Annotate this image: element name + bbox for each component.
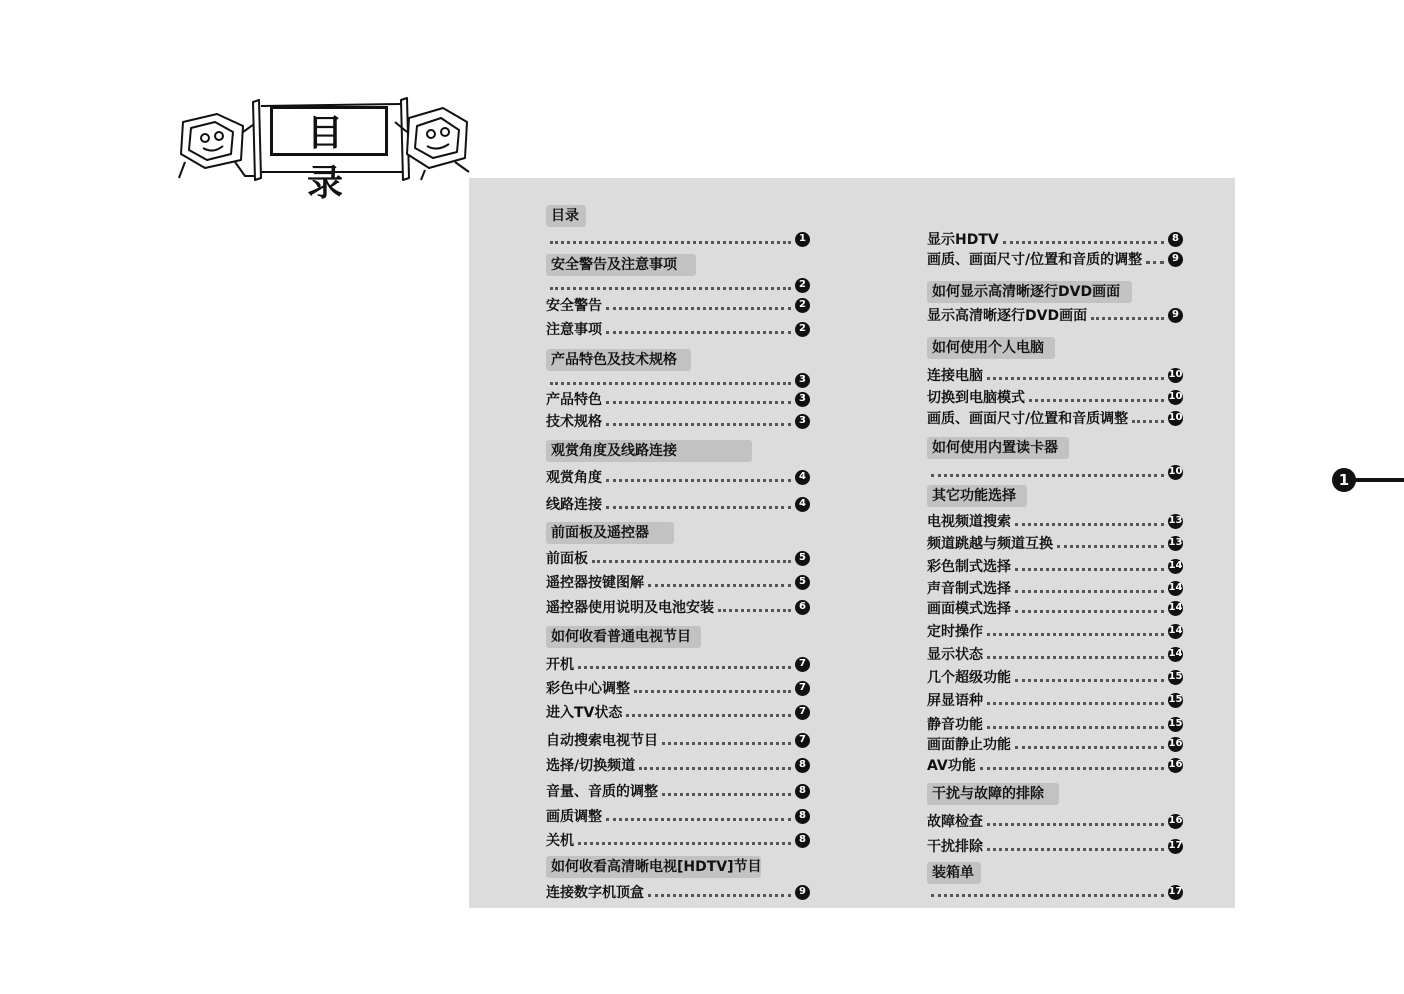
toc-entry[interactable] bbox=[927, 836, 1183, 856]
dot-leader bbox=[718, 609, 791, 612]
toc-entry-page-number: 14 bbox=[1168, 601, 1183, 616]
dot-leader bbox=[606, 331, 791, 334]
dot-leader bbox=[1132, 420, 1164, 423]
toc-entry[interactable] bbox=[927, 533, 1183, 553]
dot-leader bbox=[1003, 241, 1164, 244]
dot-leader bbox=[639, 767, 791, 770]
toc-entry-label: 线路连接 bbox=[546, 497, 602, 513]
toc-section-heading[interactable]: 干扰与故障的排除 bbox=[927, 783, 1059, 805]
toc-entry-page-number: 7 bbox=[795, 705, 810, 720]
toc-entry-page-number: 5 bbox=[795, 551, 810, 566]
dot-leader bbox=[606, 818, 791, 821]
toc-entry-label: 选择/切换频道 bbox=[546, 758, 636, 774]
toc-entry-label: 故障检查 bbox=[927, 814, 983, 830]
toc-section-heading[interactable]: 如何显示高清晰逐行DVD画面 bbox=[927, 281, 1132, 303]
toc-entry-page-number: 7 bbox=[795, 733, 810, 748]
toc-entry[interactable] bbox=[546, 494, 810, 514]
toc-section-heading[interactable]: 其它功能选择 bbox=[927, 485, 1027, 507]
toc-entry-page-number: 1 bbox=[795, 232, 810, 247]
dot-leader bbox=[931, 894, 1164, 897]
dot-leader bbox=[987, 633, 1164, 636]
toc-entry-label: 关机 bbox=[546, 833, 574, 849]
toc-entry[interactable] bbox=[927, 408, 1183, 428]
toc-entry-label: 画质、画面尺寸/位置和音质调整 bbox=[927, 411, 1129, 427]
toc-entry[interactable] bbox=[546, 548, 810, 568]
toc-entry[interactable] bbox=[927, 755, 1183, 775]
page-number: 1 bbox=[1332, 468, 1356, 492]
dot-leader bbox=[578, 666, 791, 669]
toc-entry[interactable] bbox=[546, 389, 810, 409]
toc-entry-label: 电视频道搜索 bbox=[927, 514, 1011, 530]
toc-entry-page-number: 2 bbox=[795, 322, 810, 337]
toc-entry[interactable] bbox=[546, 755, 810, 775]
toc-entry[interactable] bbox=[546, 572, 810, 592]
dot-leader bbox=[1146, 261, 1164, 264]
toc-entry[interactable] bbox=[546, 830, 810, 850]
page-title: 目 录 bbox=[270, 106, 388, 156]
toc-entry-label: 音量、音质的调整 bbox=[546, 784, 658, 800]
toc-entry-page-number: 6 bbox=[795, 600, 810, 615]
toc-entry[interactable] bbox=[546, 678, 810, 698]
toc-entry-label: 连接数字机顶盒 bbox=[546, 885, 644, 901]
toc-entry-page-number: 14 bbox=[1168, 624, 1183, 639]
toc-entry-label: 静音功能 bbox=[927, 717, 983, 733]
toc-entry-label: 开机 bbox=[546, 657, 574, 673]
toc-entry-label: 定时操作 bbox=[927, 624, 983, 640]
dot-leader bbox=[1015, 679, 1164, 682]
dot-leader bbox=[626, 714, 791, 717]
toc-entry-label: 遥控器按键图解 bbox=[546, 575, 644, 591]
toc-entry-page-number: 7 bbox=[795, 681, 810, 696]
toc-entry[interactable] bbox=[546, 295, 810, 315]
toc-entry[interactable] bbox=[546, 781, 810, 801]
toc-entry[interactable] bbox=[927, 578, 1183, 598]
toc-entry-label: 显示HDTV bbox=[927, 232, 999, 248]
toc-entry-page-number: 5 bbox=[795, 575, 810, 590]
dot-leader bbox=[550, 241, 791, 244]
dot-leader bbox=[662, 742, 791, 745]
toc-entry-label: 显示高清晰逐行DVD画面 bbox=[927, 308, 1088, 324]
toc-entry[interactable] bbox=[927, 621, 1183, 641]
toc-entry-page-number: 2 bbox=[795, 298, 810, 313]
dot-leader bbox=[648, 894, 791, 897]
dot-leader bbox=[1057, 545, 1164, 548]
toc-entry-label: 遥控器使用说明及电池安装 bbox=[546, 600, 714, 616]
toc-entry[interactable] bbox=[927, 249, 1183, 269]
toc-entry-label: 前面板 bbox=[546, 551, 588, 567]
toc-entry-label: 画质调整 bbox=[546, 809, 602, 825]
toc-entry[interactable] bbox=[927, 305, 1183, 325]
toc-entry-page-number: 16 bbox=[1168, 758, 1183, 773]
dot-leader bbox=[662, 793, 791, 796]
toc-entry-page-number: 16 bbox=[1168, 737, 1183, 752]
toc-entry[interactable] bbox=[546, 702, 810, 722]
toc-entry[interactable] bbox=[546, 654, 810, 674]
dot-leader bbox=[1015, 610, 1164, 613]
dot-leader bbox=[987, 726, 1164, 729]
toc-entry-page-number: 15 bbox=[1168, 717, 1183, 732]
dot-leader bbox=[550, 287, 791, 290]
page-number-marker bbox=[1332, 468, 1404, 492]
dot-leader bbox=[1015, 590, 1164, 593]
toc-entry[interactable] bbox=[927, 511, 1183, 531]
toc-entry-label: 声音制式选择 bbox=[927, 581, 1011, 597]
toc-entry-label: 注意事项 bbox=[546, 322, 602, 338]
toc-section-heading[interactable]: 观赏角度及线路连接 bbox=[546, 440, 752, 462]
dot-leader bbox=[606, 423, 791, 426]
toc-entry[interactable] bbox=[546, 467, 810, 487]
toc-entry[interactable] bbox=[927, 882, 1183, 902]
toc-entry[interactable] bbox=[546, 411, 810, 431]
toc-section-heading[interactable]: 产品特色及技术规格 bbox=[546, 349, 691, 371]
dot-leader bbox=[987, 377, 1164, 380]
toc-entry[interactable] bbox=[546, 275, 810, 295]
dot-leader bbox=[987, 823, 1164, 826]
toc-entry[interactable] bbox=[927, 644, 1183, 664]
toc-entry-label: 切换到电脑模式 bbox=[927, 390, 1025, 406]
toc-entry[interactable] bbox=[927, 690, 1183, 710]
toc-section-heading[interactable]: 目录 bbox=[546, 205, 586, 227]
toc-entry[interactable] bbox=[927, 714, 1183, 734]
dot-leader bbox=[980, 767, 1164, 770]
toc-entry[interactable] bbox=[546, 882, 810, 902]
dot-leader bbox=[606, 307, 791, 310]
toc-entry-page-number: 16 bbox=[1168, 814, 1183, 829]
toc-entry-page-number: 17 bbox=[1168, 885, 1183, 900]
page-marker-line bbox=[1354, 478, 1404, 482]
toc-entry-label: 自动搜索电视节目 bbox=[546, 733, 658, 749]
toc-entry-page-number: 13 bbox=[1168, 536, 1183, 551]
toc-entry-page-number: 3 bbox=[795, 392, 810, 407]
toc-entry-label: 观赏角度 bbox=[546, 470, 602, 486]
toc-entry-label: 彩色中心调整 bbox=[546, 681, 630, 697]
toc-entry-page-number: 7 bbox=[795, 657, 810, 672]
toc-entry-label: 产品特色 bbox=[546, 392, 602, 408]
toc-entry-page-number: 8 bbox=[795, 784, 810, 799]
toc-entry-page-number: 2 bbox=[795, 278, 810, 293]
toc-entry-page-number: 10 bbox=[1168, 465, 1183, 480]
toc-entry-page-number: 4 bbox=[795, 470, 810, 485]
dot-leader bbox=[634, 690, 791, 693]
toc-entry-page-number: 15 bbox=[1168, 693, 1183, 708]
toc-entry[interactable] bbox=[927, 667, 1183, 687]
dot-leader bbox=[578, 842, 791, 845]
toc-entry[interactable] bbox=[927, 365, 1183, 385]
toc-entry-page-number: 9 bbox=[1168, 308, 1183, 323]
toc-entry-page-number: 9 bbox=[795, 885, 810, 900]
toc-entry-page-number: 9 bbox=[1168, 252, 1183, 267]
toc-entry[interactable] bbox=[927, 556, 1183, 576]
toc-entry-page-number: 8 bbox=[795, 809, 810, 824]
dot-leader bbox=[1015, 568, 1164, 571]
toc-entry-page-number: 10 bbox=[1168, 368, 1183, 383]
toc-entry-label: 几个超级功能 bbox=[927, 670, 1011, 686]
toc-section-heading[interactable]: 如何收看高清晰电视[HDTV]节目 bbox=[546, 856, 761, 878]
toc-entry[interactable] bbox=[546, 319, 810, 339]
toc-entry[interactable] bbox=[927, 811, 1183, 831]
dot-leader bbox=[1029, 399, 1164, 402]
toc-entry-label: 频道跳越与频道互换 bbox=[927, 536, 1053, 552]
toc-entry-label: 屏显语种 bbox=[927, 693, 983, 709]
dot-leader bbox=[550, 382, 791, 385]
toc-entry[interactable] bbox=[927, 598, 1183, 618]
dot-leader bbox=[606, 506, 791, 509]
toc-entry[interactable] bbox=[927, 462, 1183, 482]
dot-leader bbox=[648, 584, 791, 587]
toc-section-heading[interactable]: 如何收看普通电视节目 bbox=[546, 626, 701, 648]
toc-entry-label: 连接电脑 bbox=[927, 368, 983, 384]
toc-entry-label: 安全警告 bbox=[546, 298, 602, 314]
dot-leader bbox=[1015, 746, 1164, 749]
toc-entry-page-number: 3 bbox=[795, 373, 810, 388]
toc-entry[interactable] bbox=[927, 229, 1183, 249]
dot-leader bbox=[987, 848, 1164, 851]
toc-entry-page-number: 3 bbox=[795, 414, 810, 429]
dot-leader bbox=[1091, 317, 1164, 320]
toc-entry-label: 画质、画面尺寸/位置和音质的调整 bbox=[927, 252, 1143, 268]
dot-leader bbox=[987, 656, 1164, 659]
toc-entry-page-number: 13 bbox=[1168, 514, 1183, 529]
dot-leader bbox=[592, 560, 791, 563]
dot-leader bbox=[931, 474, 1164, 477]
toc-entry-page-number: 14 bbox=[1168, 647, 1183, 662]
toc-entry[interactable] bbox=[546, 370, 810, 390]
toc-entry-page-number: 10 bbox=[1168, 390, 1183, 405]
toc-entry-label: 画面静止功能 bbox=[927, 737, 1011, 753]
toc-entry-label: 干扰排除 bbox=[927, 839, 983, 855]
toc-entry-page-number: 8 bbox=[795, 833, 810, 848]
toc-entry[interactable] bbox=[546, 597, 810, 617]
toc-entry-label: 显示状态 bbox=[927, 647, 983, 663]
toc-section-heading[interactable]: 如何使用个人电脑 bbox=[927, 337, 1055, 359]
dot-leader bbox=[1015, 523, 1164, 526]
toc-entry-page-number: 8 bbox=[1168, 232, 1183, 247]
toc-section-heading[interactable]: 安全警告及注意事项 bbox=[546, 254, 696, 276]
dot-leader bbox=[606, 479, 791, 482]
toc-entry[interactable] bbox=[546, 730, 810, 750]
toc-entry-page-number: 14 bbox=[1168, 581, 1183, 596]
toc-entry-page-number: 10 bbox=[1168, 411, 1183, 426]
toc-section-heading[interactable]: 如何使用内置读卡器 bbox=[927, 437, 1069, 459]
toc-entry-label: 彩色制式选择 bbox=[927, 559, 1011, 575]
toc-entry[interactable] bbox=[927, 387, 1183, 407]
toc-section-heading[interactable]: 装箱单 bbox=[927, 862, 981, 884]
toc-entry-page-number: 4 bbox=[795, 497, 810, 512]
toc-entry-label: 进入TV状态 bbox=[546, 705, 623, 721]
toc-entry-label: 画面模式选择 bbox=[927, 601, 1011, 617]
toc-entry-label: AV功能 bbox=[927, 758, 976, 774]
toc-section-heading[interactable]: 前面板及遥控器 bbox=[546, 522, 674, 544]
toc-entry-label: 技术规格 bbox=[546, 414, 602, 430]
toc-entry[interactable] bbox=[546, 229, 810, 249]
toc-entry-page-number: 8 bbox=[795, 758, 810, 773]
toc-entry[interactable] bbox=[546, 806, 810, 826]
toc-entry-page-number: 17 bbox=[1168, 839, 1183, 854]
dot-leader bbox=[987, 702, 1164, 705]
dot-leader bbox=[606, 401, 791, 404]
toc-entry-page-number: 14 bbox=[1168, 559, 1183, 574]
toc-entry-page-number: 15 bbox=[1168, 670, 1183, 685]
toc-entry[interactable] bbox=[927, 734, 1183, 754]
